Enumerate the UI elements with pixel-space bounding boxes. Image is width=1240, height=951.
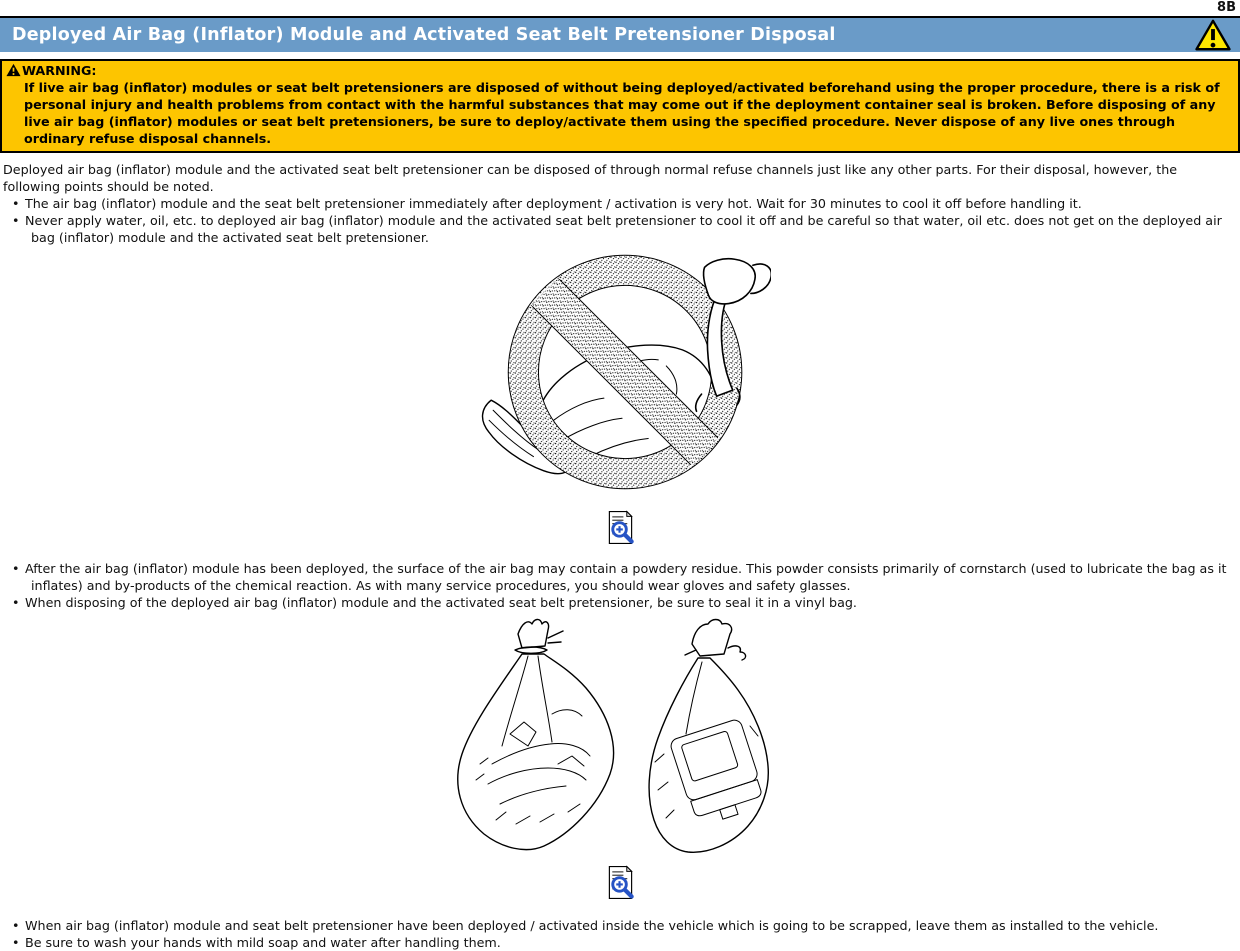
- list-item: • Be sure to wash your hands with mild soap and water after handling them.: [3, 934, 1237, 951]
- page-content: [0, 153, 1240, 951]
- notes-list-3: [3, 917, 1237, 951]
- page-corner-strip: [0, 0, 1240, 18]
- page-title: Deployed Air Bag (Inflator) Module and Activated Seat Belt Pretensioner Disposal: [12, 24, 836, 45]
- zoom-document-icon[interactable]: [606, 510, 635, 549]
- list-item: • When disposing of the deployed air bag (inflator) module and the activated seat belt pretensioner, be sure to seal it in a vinyl bag.: [3, 594, 1237, 611]
- zoom-document-icon[interactable]: [606, 865, 635, 904]
- page-corner-label: 8B: [1217, 0, 1236, 15]
- intro-paragraph: Deployed air bag (inflator) module and the activated seat belt pretensioner can be disposed of through normal refuse channels just like any other parts. For their disposal, however, the following points should be noted.: [3, 162, 1178, 194]
- list-item: • When air bag (inflator) module and seat belt pretensioner have been deployed / activated inside the vehicle which is going to be scrapped, leave them as installed to the vehicle.: [3, 917, 1237, 934]
- list-item: • After the air bag (inflator) module has been deployed, the surface of the air bag may contain a powdery residue. This powder consists primarily of cornstarch (used to lubricate the bag as it inflates) and by-products of the chemical reaction. As with many service procedures, you should wear gloves and safety glasses.: [3, 560, 1237, 594]
- list-item: • Never apply water, oil, etc. to deployed air bag (inflator) module and the activated seat belt pretensioner to cool it off and be careful so that water, oil etc. does not get on the deployed air bag (inflator) module and the activated seat belt pretensioner.: [3, 212, 1237, 246]
- figure-no-water-on-airbag: [3, 251, 1237, 497]
- warning-label: WARNING:: [22, 63, 97, 78]
- warning-small-triangle-icon: [6, 62, 21, 79]
- list-item: • The air bag (inflator) module and the seat belt pretensioner immediately after deployment / activation is very hot. Wait for 30 minutes to cool it off before handling it.: [3, 195, 1237, 212]
- notes-list-2: [3, 560, 1237, 611]
- warning-text: If live air bag (inflator) modules or seat belt pretensioners are disposed of without being deployed/activated beforehand using the proper procedure, there is a risk of personal injury and health problems from contact with the harmful substances that may come out if the deployment container seal is broken. Before disposing of any live air bag (inflator) modules or seat belt pretensioners, be sure to deploy/activate them using the specified procedure. Never dispose of any live ones through ordinary refuse disposal channels.: [24, 80, 1220, 146]
- figure-vinyl-bags: [3, 616, 1237, 860]
- notes-list-1: [3, 195, 1237, 246]
- warning-triangle-icon: [1194, 19, 1232, 56]
- warning-box: [0, 59, 1240, 153]
- title-bar: [0, 18, 1240, 52]
